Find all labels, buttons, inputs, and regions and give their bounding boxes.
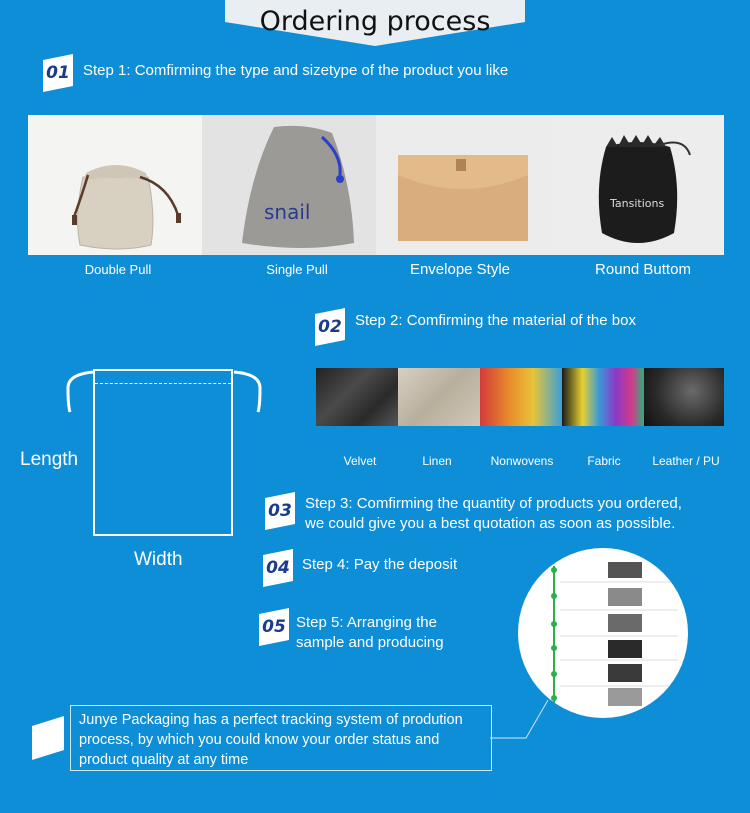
material-nonwovens-swatch [480, 368, 562, 426]
connector-line [490, 690, 550, 750]
material-label-linen: Linen [422, 454, 452, 468]
material-velvet-swatch [316, 368, 398, 426]
material-fabric-swatch [562, 368, 644, 426]
header-tab [225, 0, 525, 48]
info-line-3: product quality at any time [79, 752, 249, 768]
step-1-text: Step 1: Comfirming the type and sizetype of the product you like [83, 62, 509, 79]
step-2-badge: 02 [312, 308, 348, 346]
material-strip [316, 368, 724, 426]
step-5-badge: 05 [256, 608, 292, 646]
step-2-text: Step 2: Comfirming the material of the box [355, 312, 636, 329]
material-label-nonwovens: Nonwovens [490, 454, 554, 468]
product-round-image [550, 115, 724, 255]
product-strip [28, 115, 724, 255]
product-envelope-image [376, 115, 550, 255]
material-linen-swatch [398, 368, 480, 426]
product-label-round: Round Buttom [595, 261, 691, 278]
product-single-pull-image [202, 115, 376, 255]
tansitions-print: Tansitions [610, 197, 665, 210]
length-label: Length [20, 449, 79, 470]
material-label-fabric: Fabric [587, 454, 621, 468]
page-title: Ordering process [259, 6, 491, 37]
info-line-1: Junye Packaging has a perfect tracking system of prodution [79, 712, 463, 728]
info-line-2: process, by which you could know your order status and [79, 732, 440, 748]
step-4-text: Step 4: Pay the deposit [302, 556, 458, 573]
width-label: Width [134, 549, 183, 570]
info-badge [28, 716, 68, 760]
material-label-leather: Leather / PU [652, 454, 720, 468]
product-label-double-pull: Double Pull [84, 262, 152, 277]
step-3-badge: 03 [262, 492, 298, 530]
step-4-badge: 04 [260, 549, 296, 587]
product-label-single-pull: Single Pull [266, 262, 328, 277]
snail-print: snail [264, 200, 311, 224]
step-3-text-line2: we could give you a best quotation as soon as possible. [305, 515, 676, 532]
material-leather-swatch [644, 368, 724, 426]
step-5-text-line1: Step 5: Arranging the [296, 614, 437, 631]
step-3-text-line1: Step 3: Comfirming the quantity of products you ordered, [305, 495, 682, 512]
drawstring-shape [56, 368, 276, 420]
product-double-pull-image [28, 115, 202, 255]
tracking-info-box [70, 705, 492, 771]
product-label-envelope: Envelope Style [409, 261, 511, 278]
material-label-velvet: Velvet [343, 454, 377, 468]
step-5-text-line2: sample and producing [296, 634, 444, 651]
step-1-badge: 01 [40, 54, 76, 92]
